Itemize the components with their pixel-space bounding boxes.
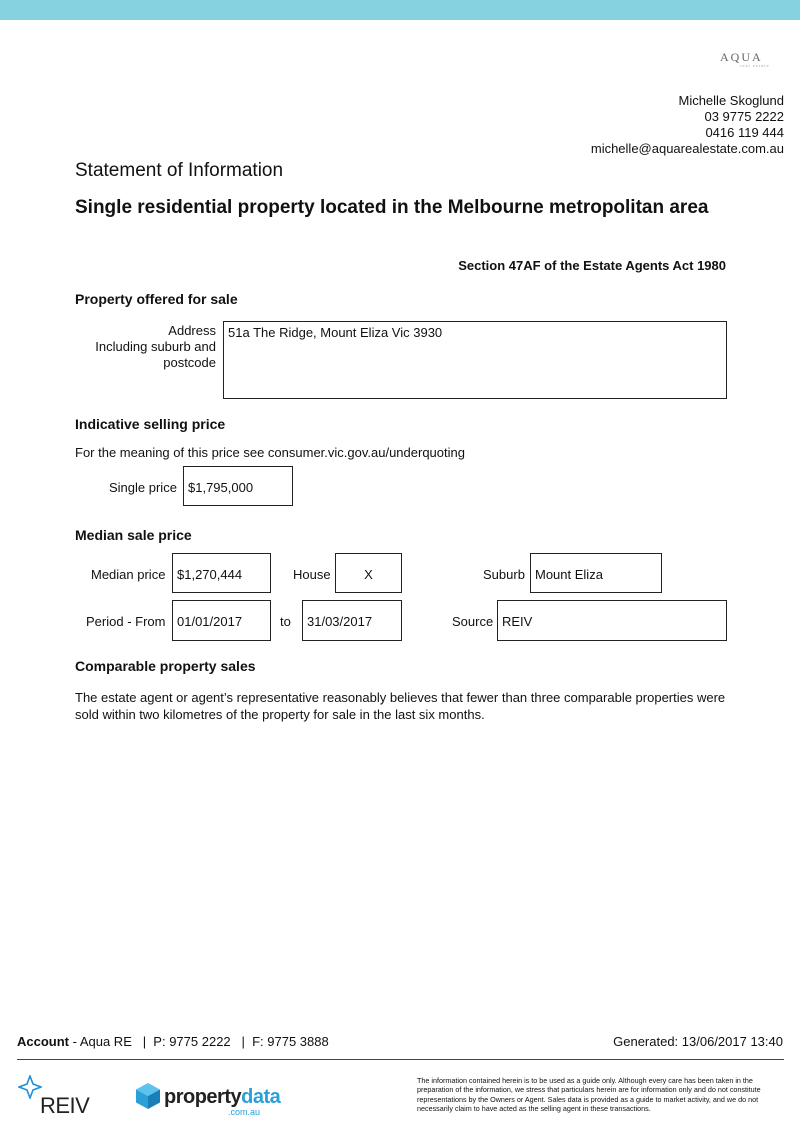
reiv-star-icon xyxy=(18,1075,42,1099)
period-to-label: to xyxy=(280,614,291,629)
source-label: Source xyxy=(452,614,494,629)
propertydata-logo-part2: data xyxy=(241,1086,281,1108)
comparable-text: The estate agent or agent’s representative reasonably believes that fewer than three comparable properties were sold within two kilometres of the property for sale in the last six months. xyxy=(75,690,726,722)
propertydata-logo-domain: .com.au xyxy=(228,1107,261,1117)
underquoting-text: For the meaning of this price see consumer.vic.gov.au/underquoting xyxy=(75,445,465,460)
property-section-title: Property offered for sale xyxy=(75,291,238,307)
propertydata-logo xyxy=(164,1086,280,1109)
disclaimer-text: The information contained herein is to be used as a guide only. Although every care has been taken in the preparation of the information, we stress that particulars herein are for information only and do not constitute representations by the Owners or Agent. Sales data is provided as a guide to market activity, and we do not necessarily claim to have acted as the selling agent in these transactions. xyxy=(417,1076,761,1114)
agent-email[interactable]: michelle@aquarealestate.com.au xyxy=(590,141,784,156)
account-details: - Aqua RE | P: 9775 2222 | F: 9775 3888 xyxy=(69,1034,329,1049)
median-price-label: Median price xyxy=(91,567,166,582)
suburb-label: Suburb xyxy=(483,567,525,582)
address-label-line-2: Including suburb and xyxy=(95,339,216,354)
aqua-logo: AQUA xyxy=(720,50,763,64)
single-price-label: Single price xyxy=(109,480,177,495)
reiv-logo: REIV xyxy=(40,1093,90,1118)
indicative-section-title: Indicative selling price xyxy=(75,416,226,432)
source-field: REIV xyxy=(497,600,727,641)
suburb-field: Mount Eliza xyxy=(530,553,662,593)
period-from-field: 01/01/2017 xyxy=(172,600,271,641)
document-heading: Statement of Information xyxy=(75,160,284,181)
footer-divider xyxy=(17,1059,784,1060)
period-from-label: Period - From xyxy=(86,614,166,629)
house-label: House xyxy=(293,567,331,582)
section-reference: Section 47AF of the Estate Agents Act 1980 xyxy=(458,258,726,273)
comparable-section-title: Comparable property sales xyxy=(75,658,256,674)
address-label-line-1: Address xyxy=(168,323,216,338)
median-section-title: Median sale price xyxy=(75,527,192,543)
agent-name: Michelle Skoglund xyxy=(678,93,784,108)
median-price-field: $1,270,444 xyxy=(172,553,271,593)
address-label-line-3: postcode xyxy=(163,355,216,370)
address-field: 51a The Ridge, Mount Eliza Vic 3930 xyxy=(223,321,727,399)
account-label: Account xyxy=(17,1034,69,1049)
period-to-field: 31/03/2017 xyxy=(302,600,402,641)
account-line xyxy=(17,1034,329,1049)
propertydata-logo-part1: property xyxy=(164,1086,242,1108)
agent-phone-2: 0416 119 444 xyxy=(705,125,784,140)
propertydata-cube-icon xyxy=(135,1082,161,1110)
agent-contact xyxy=(591,93,784,157)
page-title: Single residential property located in the Melbourne metropolitan area xyxy=(75,197,709,218)
generated-timestamp: Generated: 13/06/2017 13:40 xyxy=(613,1034,783,1049)
single-price-field: $1,795,000 xyxy=(183,466,293,506)
address-label xyxy=(95,323,216,371)
agent-phone-1: 03 9775 2222 xyxy=(704,109,784,124)
header-color-bar xyxy=(0,0,800,20)
house-field: X xyxy=(335,553,402,593)
aqua-logo-subtitle: real estate xyxy=(740,63,770,68)
